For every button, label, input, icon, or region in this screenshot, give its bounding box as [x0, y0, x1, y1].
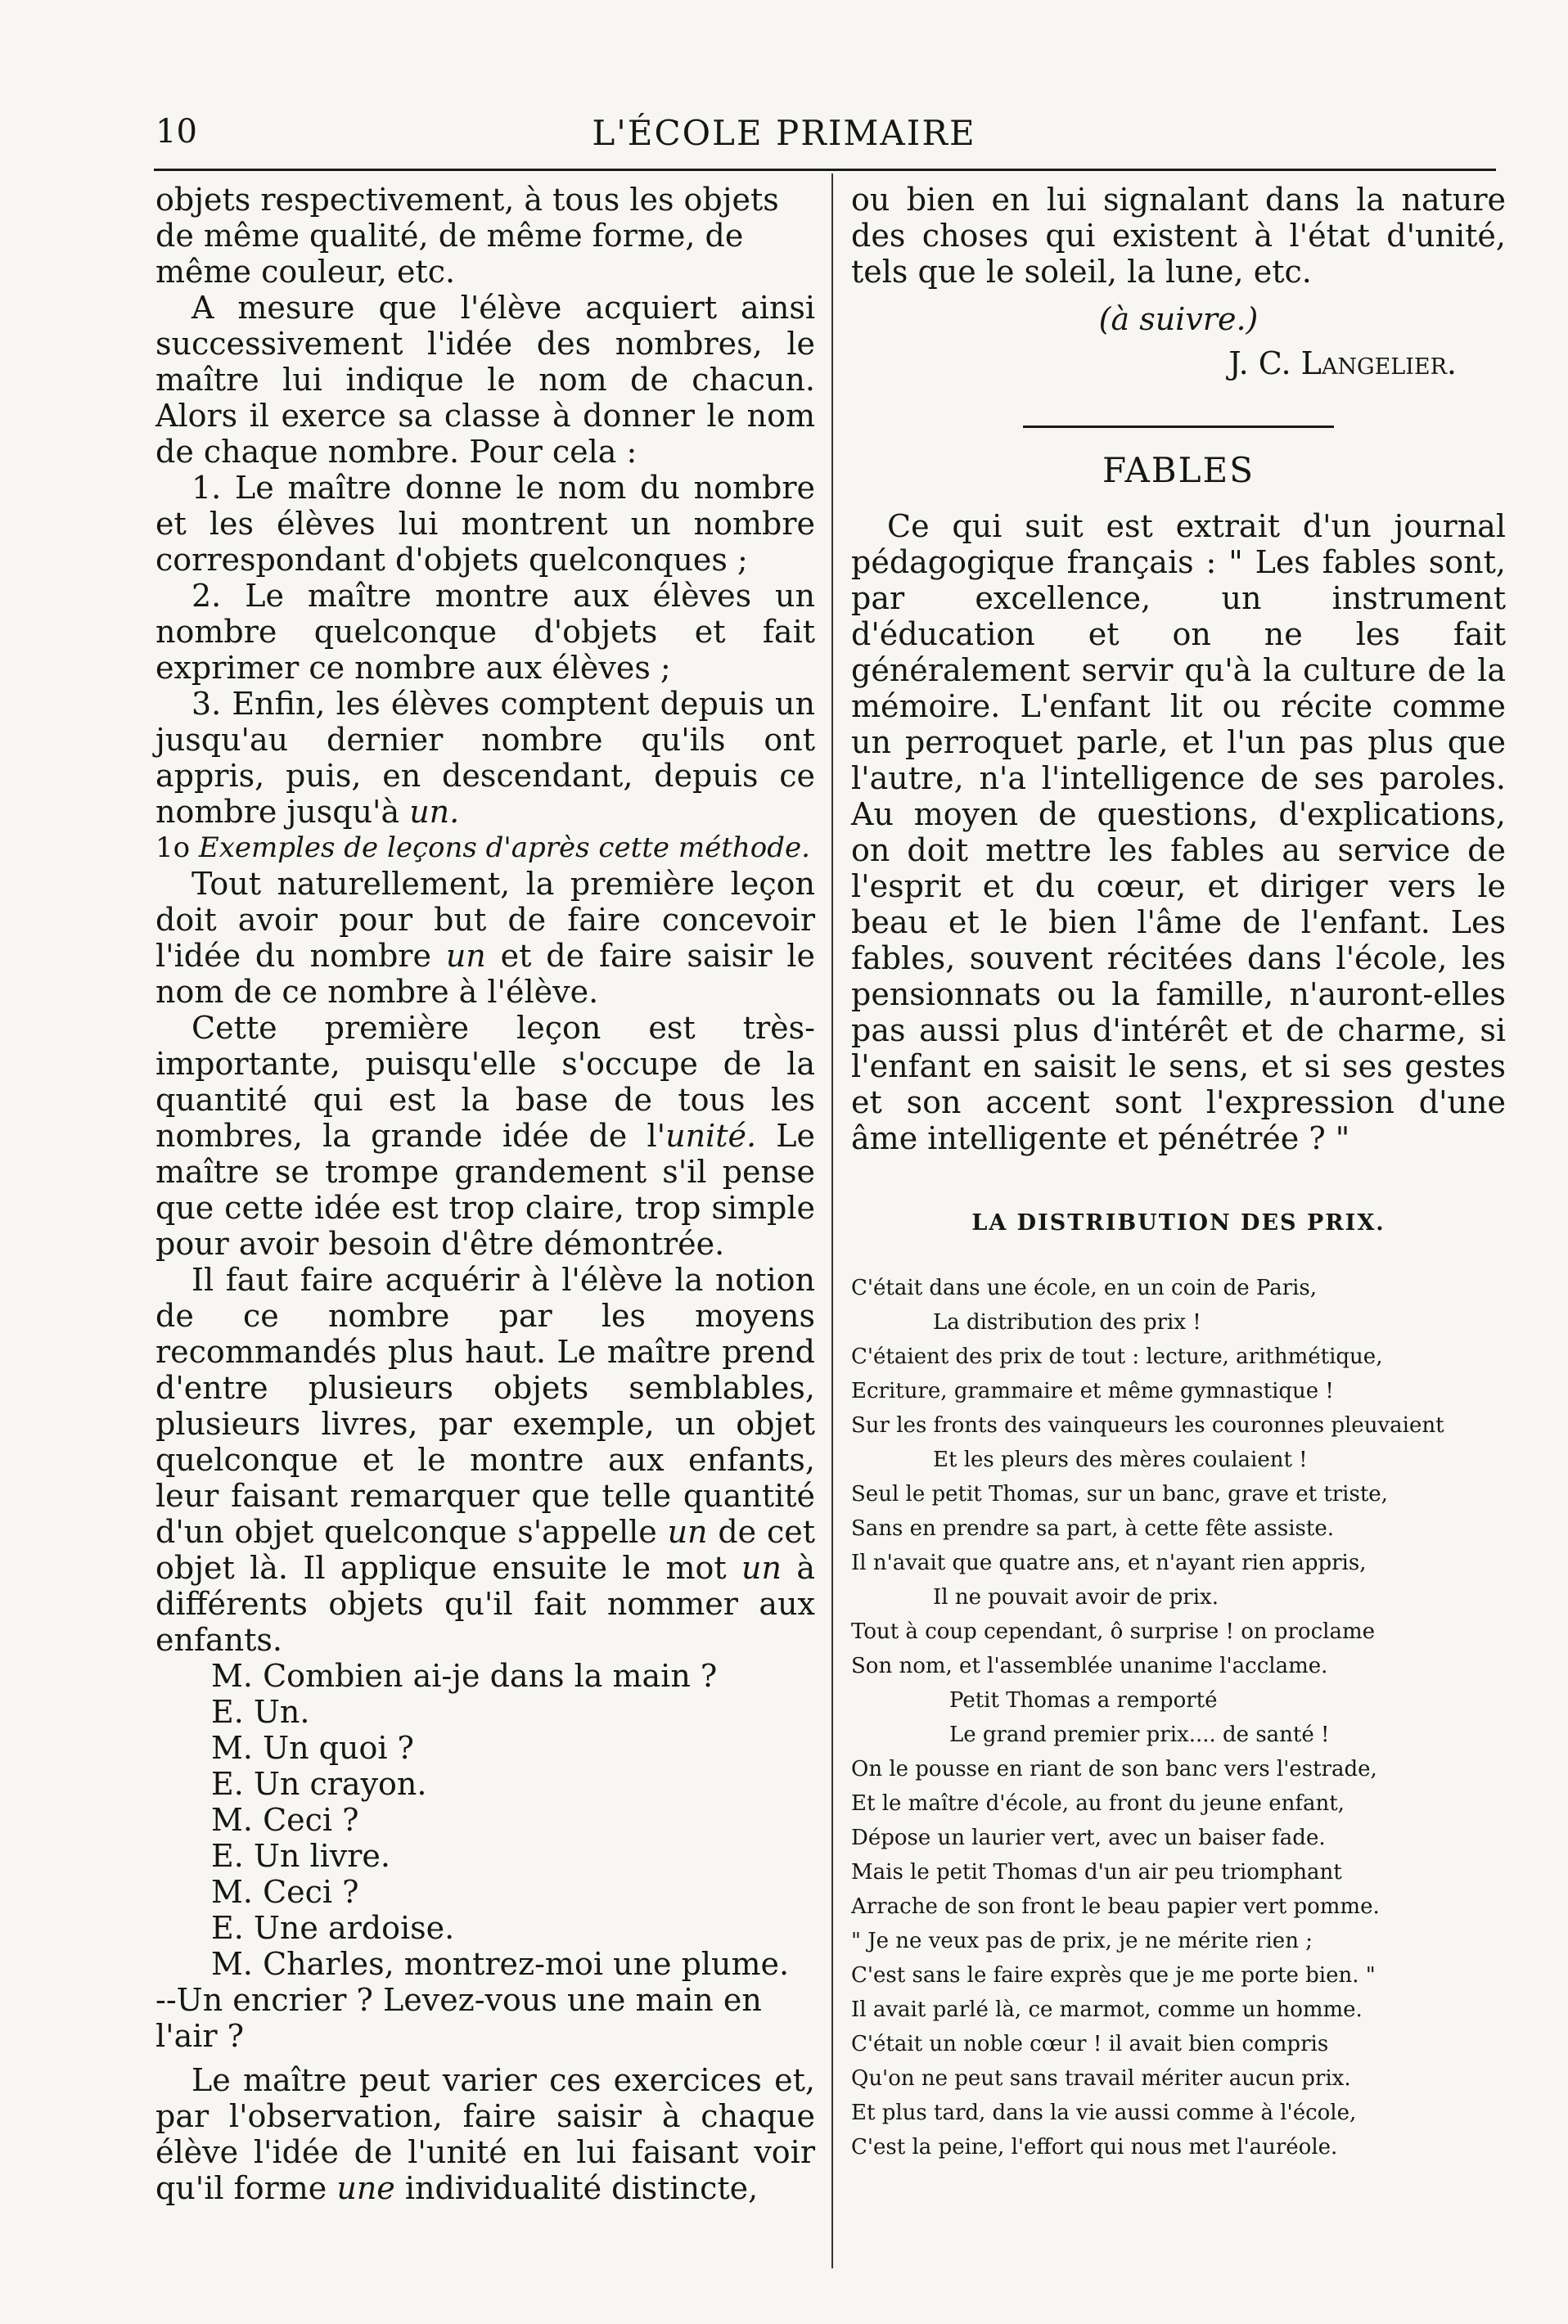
poem-line: Arrache de son front le beau papier vert pomme. — [851, 1894, 1380, 1919]
poem-line: Petit Thomas a remporté — [949, 1688, 1218, 1713]
numbered-item: 3. Enfin, les élèves comptent depuis un jusqu'au dernier nombre qu'ils ont appris, puis, en descendant, depuis ce nombre jusqu'à un. — [155, 686, 815, 830]
numbered-item: 2. Le maître montre aux élèves un nombre quelconque d'objets et fait exprimer ce nombre aux élèves ; — [155, 578, 815, 686]
paragraph: objets respectivement, à tous les objets de même qualité, de même forme, de même couleur, etc. — [155, 182, 779, 290]
poem-line: C'est la peine, l'effort qui nous met l'auréole. — [851, 2135, 1338, 2160]
poem-line: Tout à coup cependant, ô surprise ! on proclame — [851, 1619, 1375, 1644]
dialogue-line: M. Un quoi ? — [211, 1730, 414, 1766]
left-column — [155, 182, 815, 2206]
right-column — [851, 182, 1506, 2164]
poem-line: C'était dans une école, en un coin de Paris, — [851, 1276, 1318, 1300]
poem-line: C'étaient des prix de tout : lecture, arithmétique, — [851, 1344, 1383, 1369]
dialogue-line: E. Une ardoise. — [211, 1910, 455, 1946]
poem-line: Et plus tard, dans la vie aussi comme à l'école, — [851, 2101, 1357, 2125]
dialogue-line: E. Un crayon. — [211, 1766, 427, 1802]
section-title: FABLES — [1102, 450, 1255, 490]
poem-line: Et le maître d'école, au front du jeune enfant, — [851, 1791, 1345, 1816]
header-rule — [154, 169, 1496, 171]
poem-line: Ecriture, grammaire et même gymnastique ! — [851, 1379, 1334, 1403]
column-divider — [831, 173, 833, 2268]
poem — [851, 1271, 1506, 2164]
poem-line: Et les pleurs des mères coulaient ! — [933, 1448, 1308, 1472]
author-signature: J. C. Langelier. — [1228, 345, 1457, 381]
paragraph: Il faut faire acquérir à l'élève la notion de ce nombre par les moyens recommandés plus haut. Le maître prend d'entre plusieurs objets semblables, plusieurs livres, par exemple, un objet quelconque et le montre aux enfants, leur faisant remarquer que telle quantité d'un objet quelconque s'appelle un de cet objet là. Il applique ensuite le mot un à différents objets qu'il fait nommer aux enfants. — [155, 1262, 816, 1658]
poem-line: Il ne pouvait avoir de prix. — [933, 1585, 1219, 1610]
poem-line: Il n'avait que quatre ans, et n'ayant rien appris, — [851, 1551, 1367, 1575]
poem-line: La distribution des prix ! — [933, 1310, 1201, 1335]
section-divider — [1023, 426, 1334, 428]
poem-line: Qu'on ne peut sans travail mériter aucun prix. — [851, 2066, 1351, 2091]
paragraph: Ce qui suit est extrait d'un journal pédagogique français : " Les fables sont, par excellence, un instrument d'éducation et on ne les fait généralement servir qu'à la culture de la mémoire. L'enfant lit ou récite comme un perroquet parle, et l'un pas plus que l'autre, n'a l'intelligence de ses paroles. Au moyen de questions, d'explications, on doit mettre les fables au service de l'esprit et du cœur, et diriger vers le beau et le bien l'âme de l'enfant. Les fables, souvent récitées dans l'école, les pensionnats ou la famille, n'auront-elles pas aussi plus d'intérêt et de charme, si l'enfant en saisit le sens, et si ses gestes et son accent sont l'expression d'une âme intelligente et pénétrée ? " — [851, 508, 1506, 1156]
paragraph: A mesure que l'élève acquiert ainsi successivement l'idée des nombres, le maître lui indique le nom de chacun. Alors il exerce sa classe à donner le nom de chaque nombre. Pour cela : — [155, 290, 815, 470]
to-be-continued: (à suivre.) — [1098, 301, 1259, 337]
dialogue-line: M. Ceci ? — [211, 1874, 359, 1910]
paragraph: Cette première leçon est très-importante, puisqu'elle s'occupe de la quantité qui est la base de tous les nombres, la grande idée de l'unité. Le maître se trompe grandement s'il pense que cette idée est trop claire, trop simple pour avoir besoin d'être démontrée. — [155, 1010, 815, 1262]
dialogue-line: E. Un livre. — [211, 1838, 390, 1874]
page-number: 10 — [155, 113, 197, 151]
dialogue-line: E. Un. — [211, 1694, 310, 1730]
paragraph: Le maître peut varier ces exercices et, par l'observation, faire saisir à chaque élève l'idée de l'unité en lui faisant voir qu'il forme une individualité distincte, — [155, 2062, 815, 2206]
poem-line: C'était un noble cœur ! il avait bien compris — [851, 2032, 1329, 2056]
paragraph: Tout naturellement, la première leçon doit avoir pour but de faire concevoir l'idée du nombre un et de faire saisir le nom de ce nombre à l'élève. — [155, 866, 815, 1010]
poem-line: Il avait parlé là, ce marmot, comme un homme. — [851, 1997, 1363, 2022]
poem-line: On le pousse en riant de son banc vers l'estrade, — [851, 1757, 1377, 1781]
poem-line: " Je ne veux pas de prix, je ne mérite rien ; — [851, 1929, 1313, 1953]
poem-line: C'est sans le faire exprès que je me porte bien. " — [851, 1963, 1376, 1988]
poem-line: Sur les fronts des vainqueurs les couronnes pleuvaient — [851, 1413, 1444, 1438]
dialogue-line: M. Combien ai-je dans la main ? — [211, 1658, 718, 1694]
poem-line: Sans en prendre sa part, à cette fête assiste. — [851, 1516, 1334, 1541]
poem-line: Son nom, et l'assemblée unanime l'acclame. — [851, 1654, 1328, 1678]
dialogue-line: M. Ceci ? — [211, 1802, 359, 1838]
poem-line: Mais le petit Thomas d'un air peu triomphant — [851, 1860, 1342, 1885]
dialogue-line: M. Charles, montrez-moi une plume. — [211, 1946, 790, 1982]
dialogue-continuation: --Un encrier ? Levez-vous une main en l'air ? — [155, 1982, 762, 2054]
numbered-item: 1. Le maître donne le nom du nombre et les élèves lui montrent un nombre correspondant d'objets quelconques ; — [155, 470, 815, 578]
section-heading: 1o Exemples de leçons d'après cette méthode. — [155, 831, 810, 864]
paragraph: ou bien en lui signalant dans la nature des choses qui existent à l'état d'unité, tels que le soleil, la lune, etc. — [851, 182, 1506, 290]
poem-line: Dépose un laurier vert, avec un baiser fade. — [851, 1826, 1326, 1850]
poem-title: LA DISTRIBUTION DES PRIX. — [971, 1210, 1386, 1236]
poem-line: Le grand premier prix.... de santé ! — [949, 1723, 1330, 1747]
running-title: L'ÉCOLE PRIMAIRE — [592, 113, 976, 153]
poem-line: Seul le petit Thomas, sur un banc, grave et triste, — [851, 1482, 1388, 1507]
